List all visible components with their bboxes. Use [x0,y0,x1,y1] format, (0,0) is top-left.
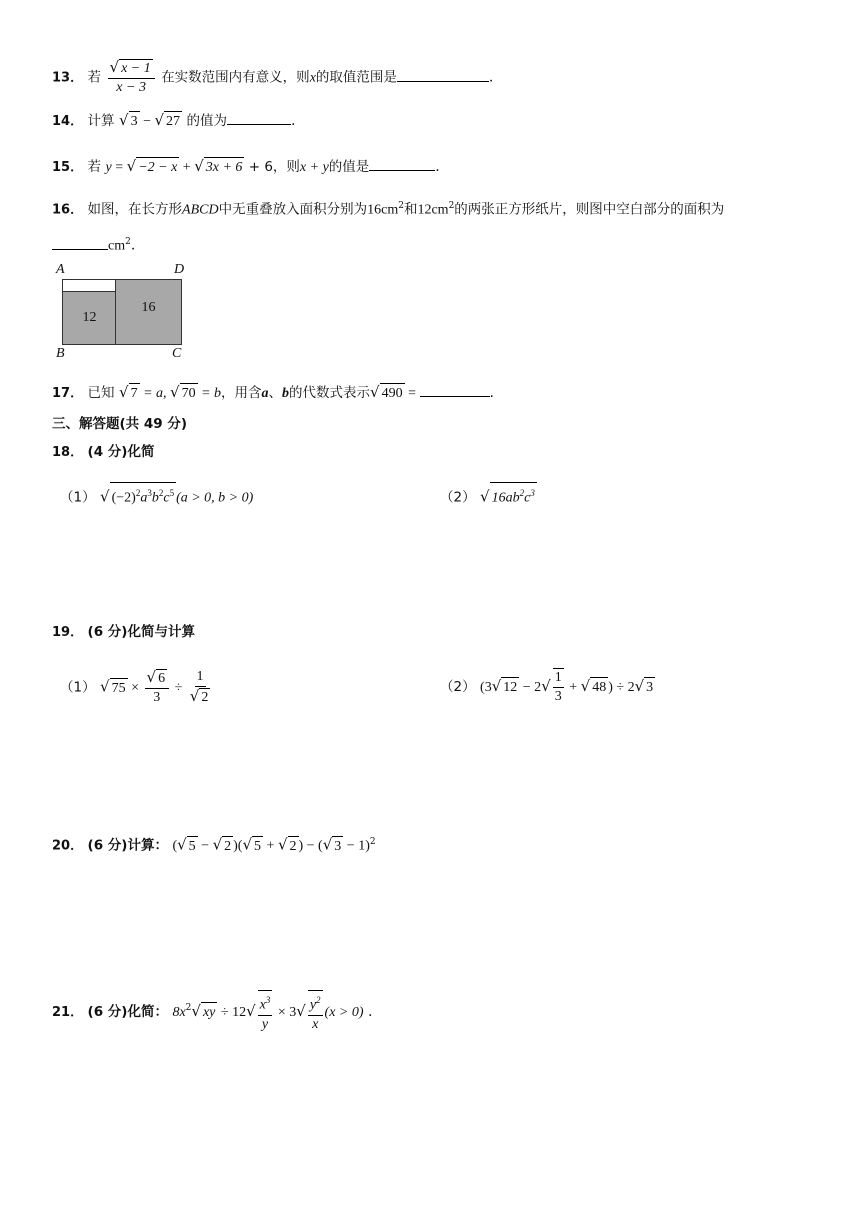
square-label: 16 [141,300,156,315]
question-number: 13． [52,70,84,86]
period: . [489,385,494,401]
question-number: 21． [52,1004,84,1020]
question-14: 14． 计算 √ 3 − √ 27 的值为 . [52,110,295,132]
equation: = a, [139,386,171,401]
radicand: 2 [222,836,233,857]
expression: x + y [299,160,329,175]
question-21: 21． (6 分)化简： $8x^2√$ xy ÷ 12√ $\frac{x^3}{y}$ × 3√ $\frac{y^2}{x}$ (x > 0) . [52,990,372,1030]
question-number: 17． [52,386,84,401]
question-19 [52,622,195,643]
operator: − 2 [519,680,542,695]
operator: = [404,386,420,401]
rectangle-figure [52,262,202,366]
part-label: （1） [60,489,96,506]
question-number: 19． [52,625,84,640]
question-13 [52,58,493,97]
period: . [130,237,136,254]
radicand: xy [201,1002,217,1023]
denominator: x [312,1016,319,1032]
area-value: 12cm [417,202,449,218]
question-score: (4 分)化简 [87,444,155,460]
question-16: 16． 如图，在长方形ABCD中无重叠放入面积分别为$16cm^2$和$12cm^2$的两张正方形纸片，则图中空白部分的面积为 [52,201,725,218]
condition: (x > 0) [324,1004,364,1020]
question-16-answer-line: $cm^2$. [52,232,135,257]
question-20: 20． (6 分)计算： (√ 5 − √ 2 )(√ 5 + √ 2 ) − (√ 3 − 1)$^2$ [52,832,376,857]
question-19-part-2: （2） (3√ 12 − 2√ $\frac{1}{3}$ + √ 48 ) ÷ 2√ 3 [440,670,654,704]
text: 已知 [87,385,115,401]
expression: 8x [172,1004,186,1020]
expression: (3 [480,680,492,695]
operator: + [565,680,581,695]
radicand: 48 [590,677,608,698]
radicand: 2 [288,836,299,857]
question-18-part-1: （1） √ $(-2)^2a^3b^2c^5$ (a > 0, b > 0) [60,482,253,509]
numerator: 1 [553,669,564,688]
radicand: 75 [110,678,128,699]
answer-blank[interactable] [369,156,435,171]
question-18-part-2: （2） √ $16ab^2c^3$ [440,482,537,509]
variable: b [282,386,290,401]
question-18 [52,442,154,463]
square-16 [115,279,182,345]
radicand: 3x + 6 [204,157,245,178]
denominator: y [261,1016,269,1032]
expression: 16ab [491,490,520,506]
vertex-label-a: A [56,262,65,277]
radicand: 5 [187,836,198,857]
text: 的代数式表示 [289,385,371,401]
text: 和 [403,201,418,218]
question-number: 15． [52,160,84,175]
radicand: 3 [332,836,343,857]
text: 如图，在长方形 [87,201,183,218]
answer-blank[interactable] [397,67,489,82]
text: 的值为 [186,113,227,129]
text: 、 [268,385,283,401]
radicand: 3 [644,677,655,698]
radicand: 5 [252,836,263,857]
denominator: x − 3 [116,80,146,95]
denominator: 3 [554,689,562,704]
answer-blank[interactable] [52,235,108,250]
question-score: (6 分)计算： [87,837,168,854]
text: 的两张正方形纸片，则图中空白部分的面积为 [454,201,725,218]
equation: = b [197,386,222,401]
operator: + [179,160,195,175]
radicand: 12 [501,677,519,698]
text: 的取值范围是 [315,69,397,86]
question-number: 14． [52,114,84,129]
denominator: 2 [201,690,209,705]
variable: y [105,160,112,175]
rectangle-name: ABCD [182,202,219,218]
operator: × [127,680,143,696]
vertex-label-d: D [174,262,185,277]
radicand: −2 − x [136,157,179,178]
unit: cm [108,238,126,254]
question-number: 18． [52,445,84,460]
radicand: 7 [129,383,140,404]
question-15: 15． 若 y = √ −2 − x + √ 3x + 6 + 6，则x + y的值是 . [52,156,440,178]
text: 若 [87,159,102,175]
expression: a [140,490,148,506]
fraction: $\frac{√ x - 1}{x - 3}$ [108,58,155,97]
expression: (−2) [111,490,136,506]
condition: (a > 0, b > 0) [176,490,254,506]
radicand: 27 [164,111,182,132]
text: 在实数范围内有意义，则 [161,69,310,86]
denominator: 3 [153,690,161,705]
text: 若 [87,69,102,86]
question-score: (6 分)化简： [87,1003,168,1020]
text: 计算 [87,113,115,129]
text: + 6，则 [244,159,300,175]
numerator: 1 [195,668,206,687]
vertex-label-c: C [172,346,182,361]
vertex-label-b: B [56,346,65,361]
operator: − [139,114,155,129]
text: 的值是 [328,159,370,175]
radicand: 490 [380,383,405,404]
square-12 [62,291,117,345]
section-heading: 三、解答题(共 49 分) [52,416,188,432]
operator: ) ÷ 2 [608,680,635,695]
question-17: 17． 已知 √ 7 = a, √ 70 = b，用含a、b的代数式表示√ 490 = . [52,382,494,404]
variable: a [261,386,269,401]
radicand: 70 [180,383,198,404]
text: ，用含 [221,385,262,401]
numerator: x [259,997,266,1013]
numerator: y [309,997,317,1013]
question-score: (6 分)化简与计算 [87,624,195,640]
period: . [488,69,494,86]
operator: = [111,160,127,175]
variable: x [309,70,316,86]
part-label: （2） [440,489,476,506]
operator: ÷ 12 [217,1004,247,1020]
radicand: 3 [129,111,140,132]
numerator: x − 1 [121,61,151,76]
question-number: 20． [52,838,84,854]
answer-blank[interactable] [227,110,291,125]
part-label: （1） [60,679,96,696]
operator: ÷ [171,680,186,696]
numerator: 6 [158,671,166,686]
area-value: 16cm [367,202,399,218]
question-number: 16． [52,202,84,218]
question-19-part-1: （1） √ 75 × $\frac{√ 6}{3}$ ÷ $\frac{1}{√ 2}$ [60,668,209,705]
square-label: 12 [82,310,97,325]
period: . [435,159,440,175]
period: . [363,1003,373,1020]
period: . [290,113,296,129]
operator: × 3 [274,1004,297,1020]
text: 中无重叠放入面积分别为 [218,201,368,218]
answer-blank[interactable] [420,382,490,397]
part-label: （2） [440,679,476,695]
